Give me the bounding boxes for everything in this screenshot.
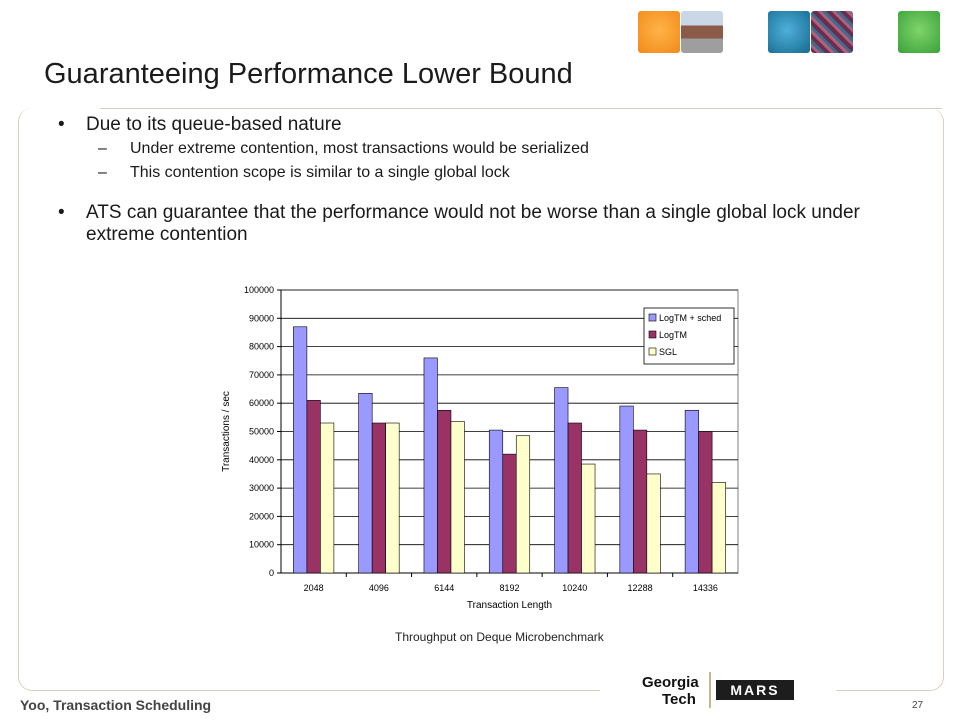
y-tick-label: 80000 (248, 341, 274, 352)
blue-thumbnail (768, 11, 810, 53)
bar-logtm-10240 (568, 423, 582, 573)
content-frame-top-rule (100, 108, 942, 109)
x-tick-label: 6144 (434, 583, 455, 593)
bar-sgl-10240 (582, 464, 596, 573)
bar-logtm-sched-12288 (620, 406, 634, 573)
bar-logtm-6144 (437, 410, 451, 573)
bar-sgl-8192 (516, 436, 530, 573)
logo-tech-text: Tech (662, 691, 696, 708)
sub-bullet-1-1 (58, 138, 918, 160)
y-tick-label: 50000 (248, 426, 274, 437)
footer-author: Yoo, Transaction Scheduling (20, 697, 212, 713)
slide-title: Guaranteeing Performance Lower Bound (44, 58, 573, 90)
legend-swatch (649, 314, 656, 321)
page-number: 27 (912, 700, 924, 711)
bar-logtm-sched-10240 (555, 388, 569, 573)
sub-bullet-text: Under extreme contention, most transactions would be serialized (130, 140, 589, 157)
georgia-tech-mars-logo (640, 668, 800, 710)
legend-label: LogTM (659, 330, 688, 340)
y-tick-label: 40000 (248, 454, 274, 465)
bar-logtm-14336 (699, 432, 713, 574)
bullet-2: • ATS can guarantee that the performance would not be worse than a single global lock under extreme contention (58, 202, 918, 246)
bar-sgl-6144 (451, 422, 465, 573)
legend-swatch (649, 331, 656, 338)
logo-georgia-text: Georgia (642, 674, 699, 691)
x-tick-label: 10240 (562, 583, 588, 593)
sub-bullet-1-2 (58, 162, 918, 184)
bar-logtm-sched-6144 (424, 358, 438, 573)
y-tick-label: 10000 (248, 539, 274, 550)
bar-sgl-2048 (320, 423, 334, 573)
x-tick-label: 4096 (368, 583, 389, 593)
bar-logtm-sched-8192 (489, 430, 503, 573)
y-tick-label: 70000 (248, 369, 274, 380)
chart-caption: Throughput on Deque Microbenchmark (395, 630, 604, 644)
y-tick-label: 30000 (248, 483, 274, 494)
y-tick-label: 90000 (248, 313, 274, 324)
x-tick-label: 8192 (499, 583, 520, 593)
bar-logtm-8192 (503, 454, 517, 573)
header-thumbnails (0, 11, 960, 53)
y-tick-label: 20000 (248, 511, 274, 522)
y-tick-label: 60000 (248, 398, 274, 409)
x-tick-label: 14336 (692, 583, 718, 593)
x-tick-label: 12288 (627, 583, 653, 593)
campus-photo-thumbnail (681, 11, 723, 53)
bar-logtm-2048 (307, 400, 321, 573)
x-axis-title: Transaction Length (466, 600, 553, 611)
x-tick-label: 2048 (303, 583, 324, 593)
legend-label: SGL (659, 347, 678, 357)
bar-sgl-12288 (647, 474, 661, 573)
bar-logtm-sched-2048 (293, 327, 307, 573)
y-tick-label: 100000 (243, 285, 274, 295)
green-thumbnail (898, 11, 940, 53)
dash-icon: – (98, 164, 107, 181)
y-axis-title: Transactions / sec (221, 391, 232, 472)
bar-logtm-sched-14336 (685, 410, 699, 573)
bullet-1: • Due to its queue-based nature (58, 114, 918, 136)
orange-thumbnail (638, 11, 680, 53)
bar-logtm-12288 (633, 430, 647, 573)
bar-sgl-4096 (386, 423, 400, 573)
y-tick-label: 0 (268, 568, 274, 578)
sub-bullet-text: This contention scope is similar to a single global lock (130, 164, 510, 181)
bar-logtm-4096 (372, 423, 386, 573)
logo-mars-text: MARS (730, 682, 780, 698)
circuit-photo-thumbnail (811, 11, 853, 53)
bar-logtm-sched-4096 (359, 393, 373, 573)
legend-swatch (649, 348, 656, 355)
bullet-list (58, 114, 918, 246)
dash-icon: – (98, 140, 107, 157)
throughput-bar-chart (215, 278, 755, 618)
bar-sgl-14336 (712, 482, 726, 573)
legend-label: LogTM + sched (659, 313, 722, 323)
